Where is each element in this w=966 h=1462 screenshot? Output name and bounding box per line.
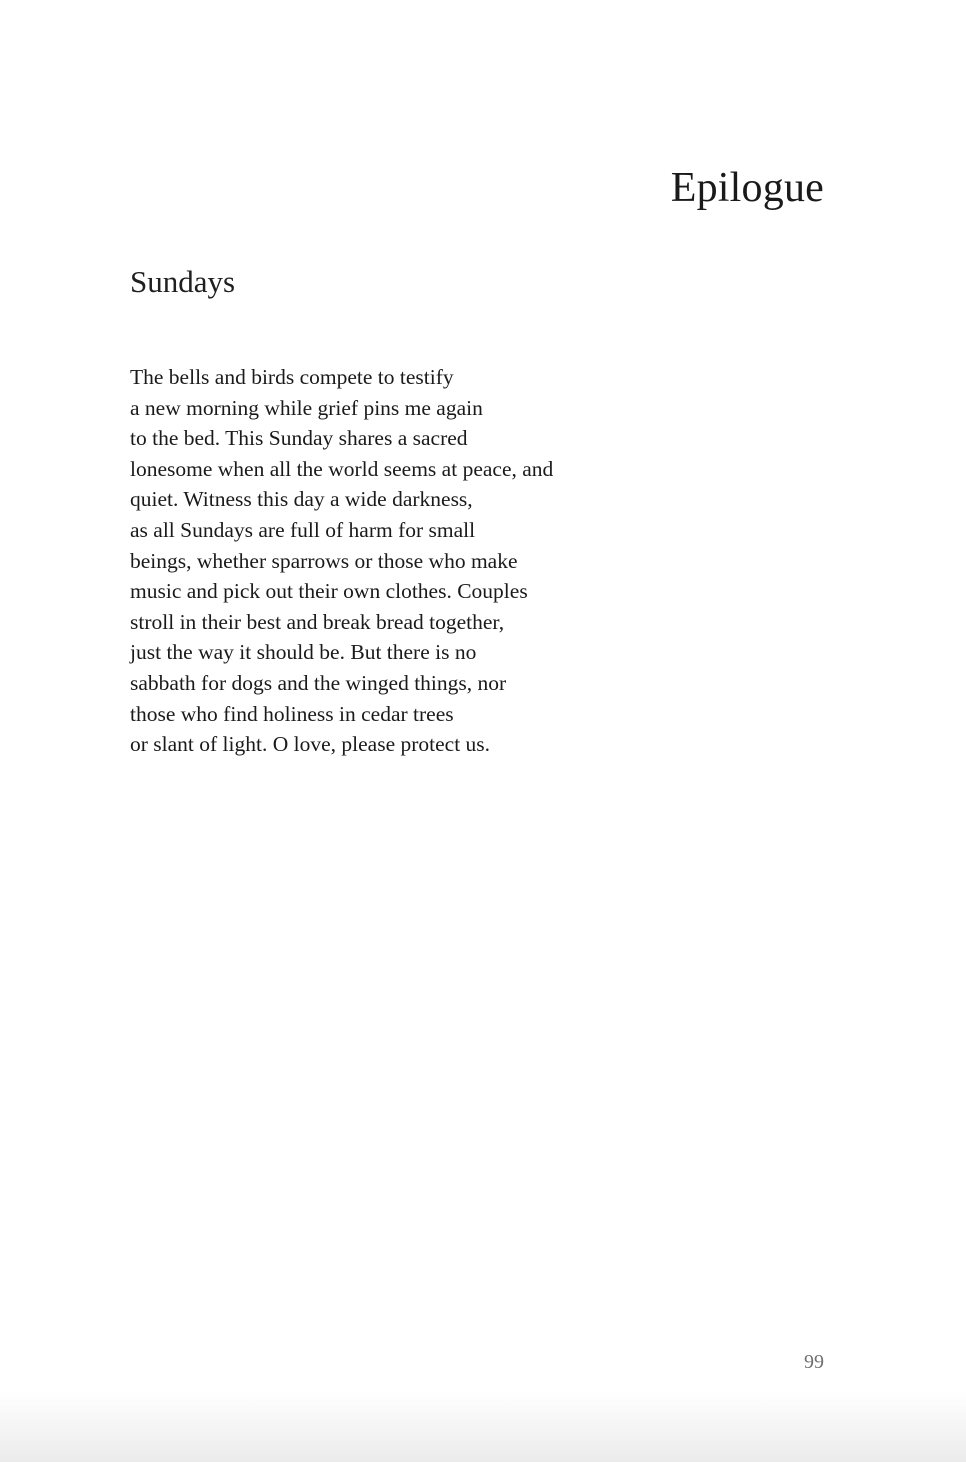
poem-line: lonesome when all the world seems at peace, and [130, 456, 554, 481]
poem-line: a new morning while grief pins me again [130, 395, 483, 420]
poem-line: sabbath for dogs and the winged things, nor [130, 670, 507, 695]
poem-line: just the way it should be. But there is no [130, 640, 477, 665]
poem-line: beings, whether sparrows or those who make [130, 548, 518, 573]
poem-line: to the bed. This Sunday shares a sacred [130, 426, 468, 451]
poem-line: those who find holiness in cedar trees [130, 701, 454, 726]
poem-line: music and pick out their own clothes. Couples [130, 579, 528, 604]
poem-line: quiet. Witness this day a wide darkness, [130, 487, 473, 512]
page-number: 99 [804, 1351, 824, 1373]
poem-line: as all Sundays are full of harm for small [130, 517, 476, 542]
poem-line: stroll in their best and break bread together, [130, 609, 505, 634]
poem-body [130, 362, 730, 760]
poem-line: The bells and birds compete to testify [130, 365, 454, 389]
poem-title: Sundays [130, 264, 236, 299]
section-title: Epilogue [670, 165, 824, 211]
poem-line: or slant of light. O love, please protect us. [130, 732, 491, 757]
